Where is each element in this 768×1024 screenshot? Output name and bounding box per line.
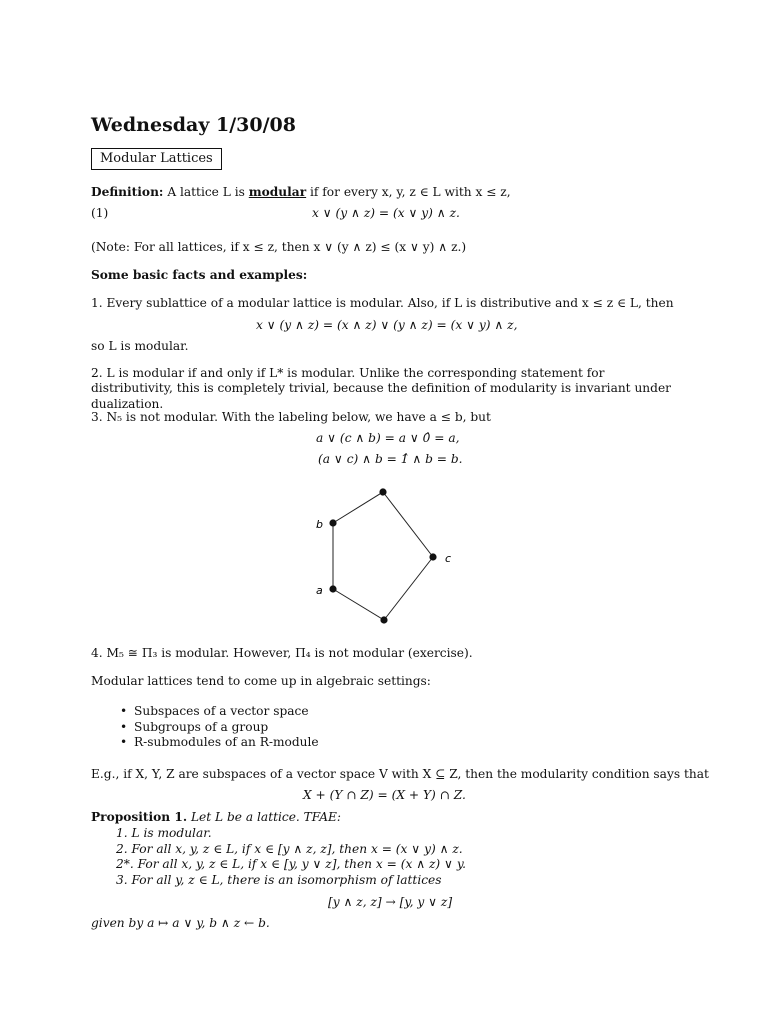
fact-3-eq-2: (a ∨ c) ∧ b = 1̂ ∧ b = b.	[318, 452, 463, 466]
section-heading: Modular Lattices	[91, 148, 222, 170]
proposition-label: Proposition 1.	[91, 810, 188, 824]
fact-1-equation: x ∨ (y ∧ z) = (x ∧ z) ∨ (y ∧ z) = (x ∨ y) ∧ z,	[256, 318, 518, 332]
definition-equation: x ∨ (y ∧ z) = (x ∨ y) ∧ z.	[312, 206, 460, 220]
fact-2: 2. L is modular if and only if L* is modular. Unlike the corresponding statement for distributivity, this is completely trivial, because the definition of modularity is invariant under dualization.	[91, 366, 671, 411]
example-equation: X + (Y ∩ Z) = (X + Y) ∩ Z.	[303, 788, 466, 802]
edge-bottom-a	[333, 589, 384, 620]
list-item: • R-submodules of an R-module	[120, 735, 319, 751]
page-title: Wednesday 1/30/08	[91, 114, 296, 136]
algebraic-intro: Modular lattices tend to come up in algebraic settings:	[91, 674, 431, 688]
node-bottom	[380, 616, 387, 623]
definition-pre: A lattice L is	[167, 185, 249, 199]
list-item: • Subgroups of a group	[120, 720, 319, 736]
isomorphism-given: given by a ↦ a ∨ y, b ∧ z ← b.	[91, 916, 270, 930]
list-item: 2. For all x, y, z ∈ L, if x ∈ [y ∧ z, z], then x = (x ∨ y) ∧ z.	[116, 841, 463, 856]
definition-term: modular	[248, 185, 307, 199]
list-item: 2*. For all x, y, z ∈ L, if x ∈ [y, y ∨ z], then x = (x ∧ z) ∨ y.	[116, 857, 466, 871]
fact-1-after: so L is modular.	[91, 339, 189, 353]
bullet-list	[120, 704, 319, 751]
fact-1: 1. Every sublattice of a modular lattice is modular. Also, if L is distributive and x ≤ z ∈ L, then	[91, 296, 674, 310]
isomorphism: [y ∧ z, z] → [y, y ∨ z]	[328, 895, 453, 909]
node-c	[429, 553, 436, 560]
node-top	[379, 488, 386, 495]
fact-4: 4. M₅ ≅ Π₃ is modular. However, Π₄ is not modular (exercise).	[91, 646, 473, 660]
edge-c-bottom	[384, 557, 433, 620]
fact-3-eq-1: a ∨ (c ∧ b) = a ∨ 0̂ = a,	[316, 431, 460, 445]
definition-post: if for every x, y, z ∈ L with x ≤ z,	[306, 185, 511, 199]
example-text: E.g., if X, Y, Z are subspaces of a vector space V with X ⊆ Z, then the modularity condition says that	[91, 767, 709, 781]
note: (Note: For all lattices, if x ≤ z, then x ∨ (y ∧ z) ≤ (x ∨ y) ∧ z.)	[91, 240, 467, 254]
label-b: b	[316, 518, 323, 531]
facts-heading: Some basic facts and examples:	[91, 268, 308, 282]
list-item: • Subspaces of a vector space	[120, 704, 319, 720]
label-c: c	[445, 552, 452, 565]
edge-b-top	[333, 492, 383, 523]
proposition-heading	[91, 810, 341, 825]
proposition-intro: Let L be a lattice. TFAE:	[187, 810, 341, 824]
definition-label: Definition:	[91, 185, 164, 199]
fact-3: 3. N₅ is not modular. With the labeling below, we have a ≤ b, but	[91, 410, 491, 424]
list-item: 3. For all y, z ∈ L, there is an isomorphism of lattices	[116, 872, 442, 887]
list-item: 1. L is modular.	[116, 826, 212, 840]
definition-line	[91, 185, 511, 200]
n5-lattice-diagram	[300, 480, 470, 630]
edge-top-c	[383, 492, 433, 557]
label-a: a	[316, 584, 323, 597]
equation-number: (1)	[91, 206, 109, 220]
proposition-items	[116, 826, 466, 888]
node-b	[329, 519, 336, 526]
node-a	[329, 585, 336, 592]
